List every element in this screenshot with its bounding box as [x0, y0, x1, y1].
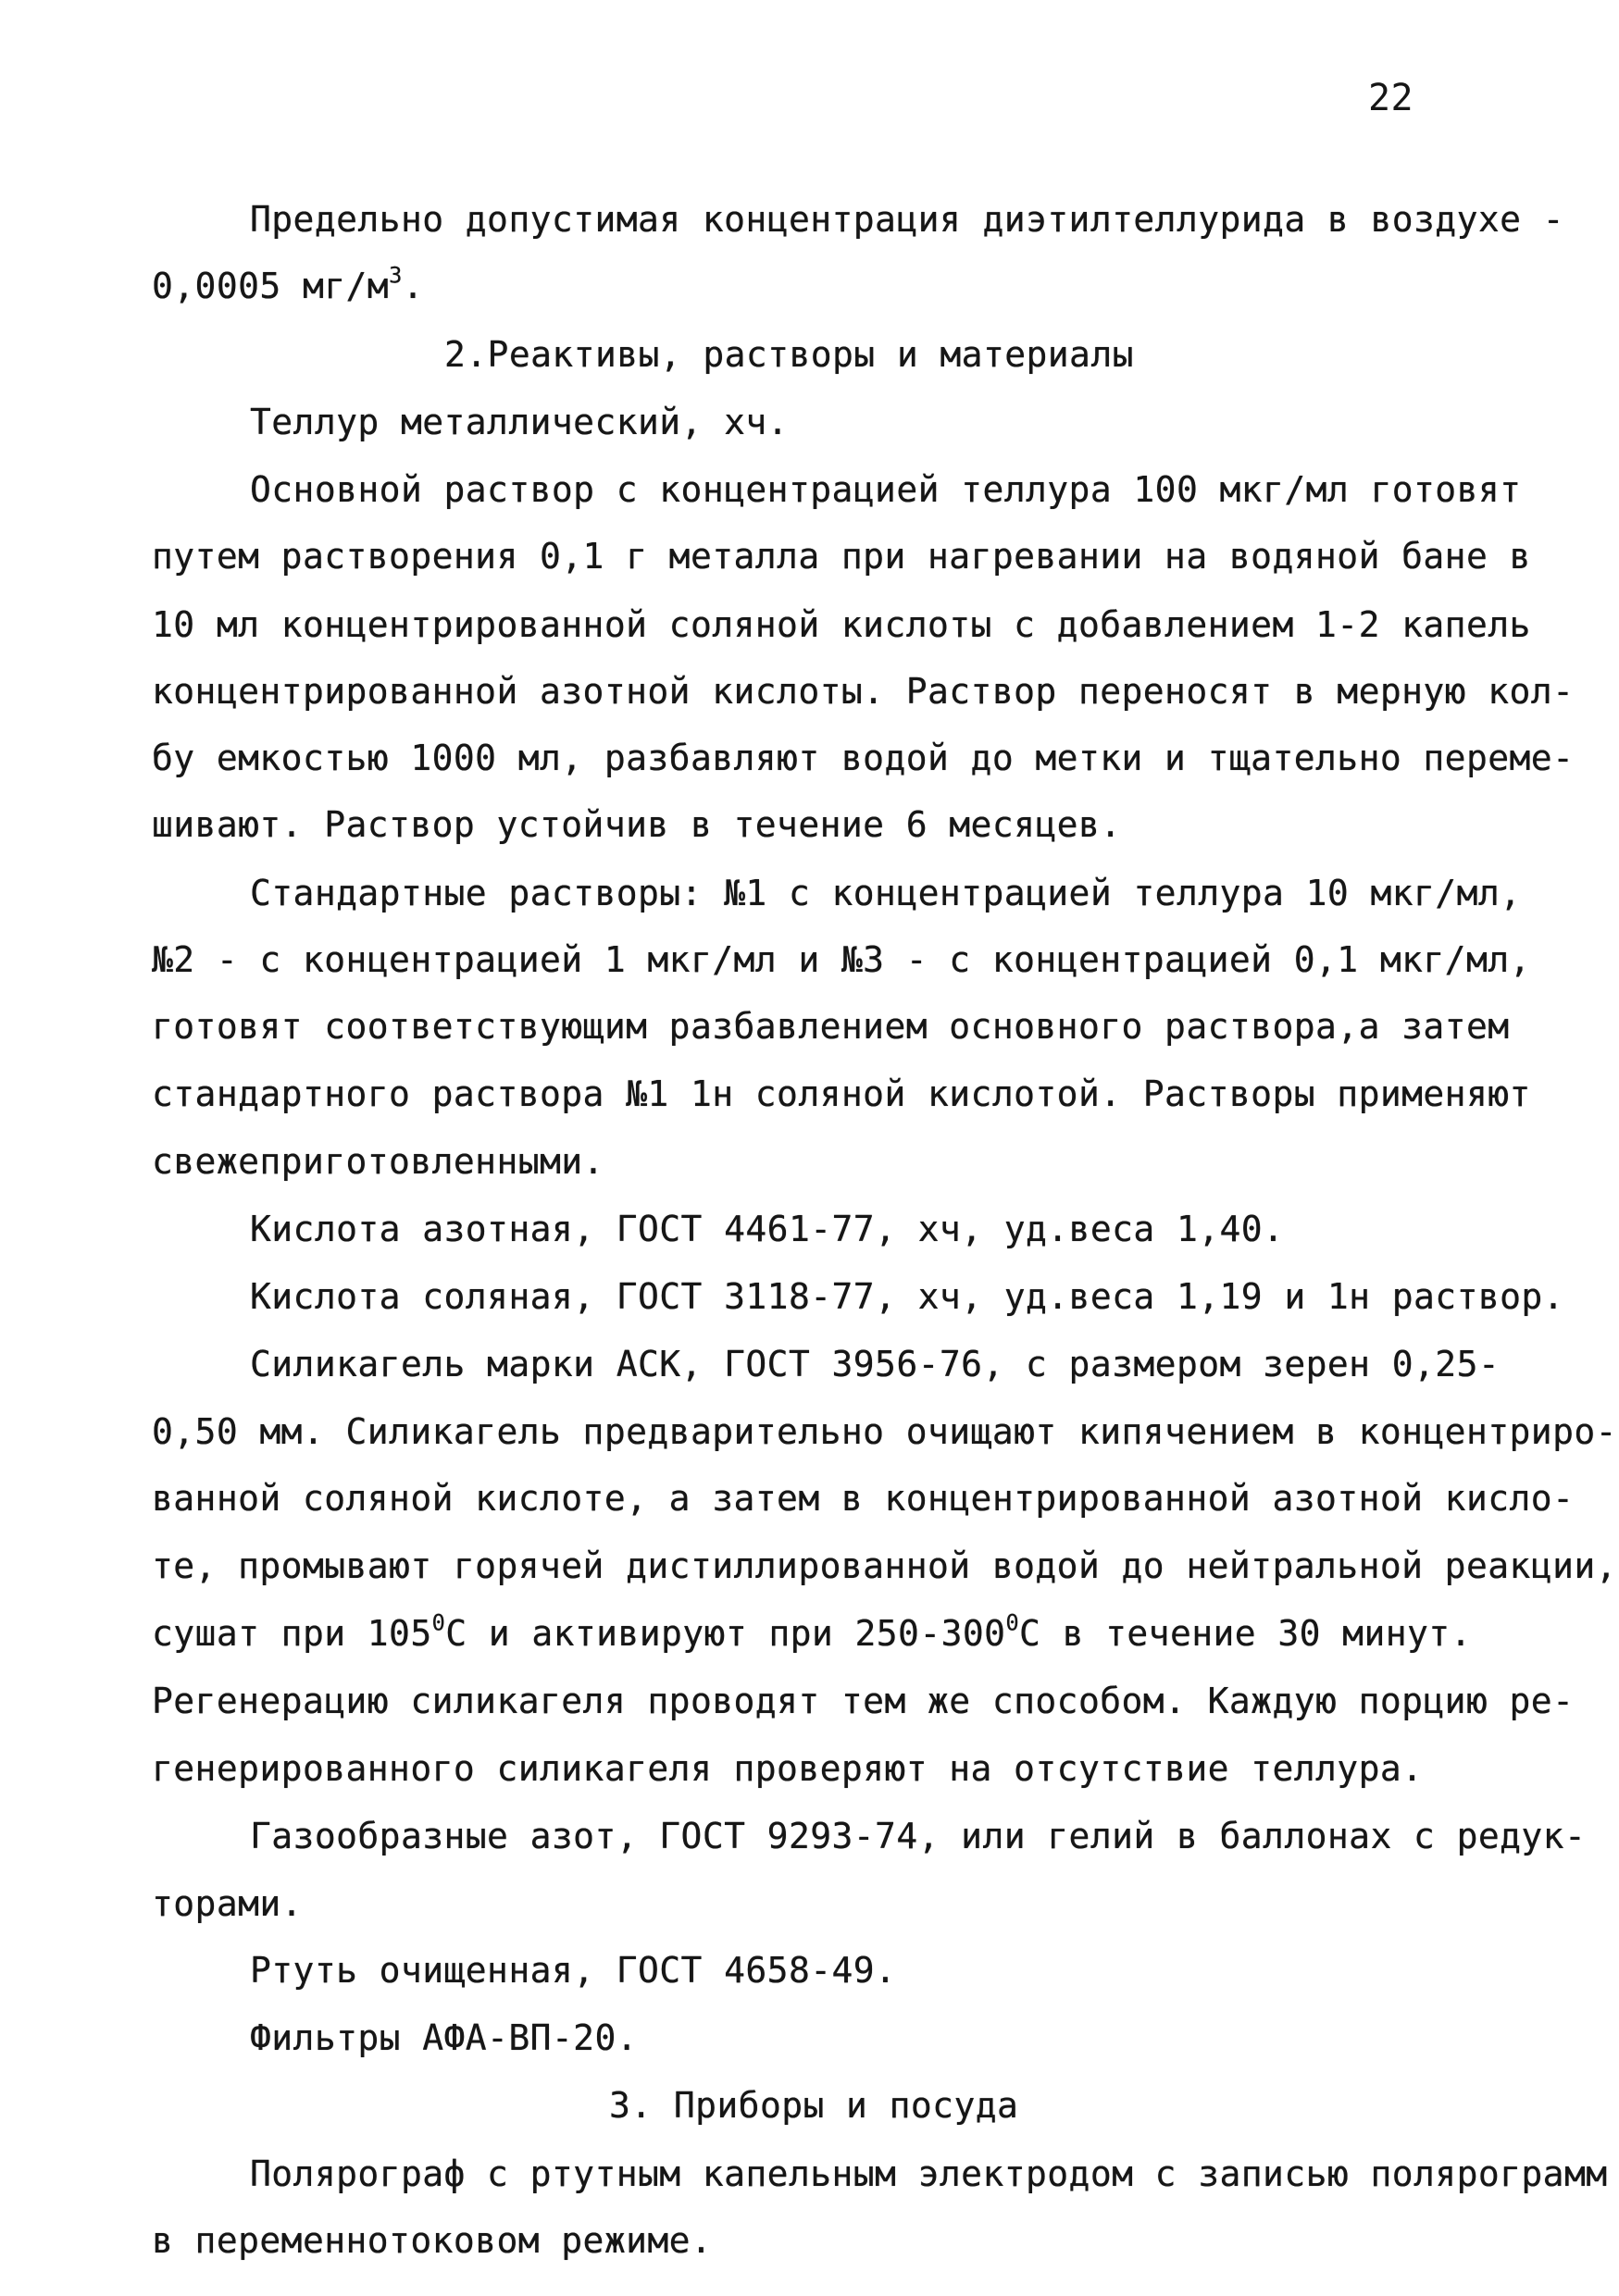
text-line: Газообразные азот, ГОСТ 9293-74, или гелий в баллонах с редук- [250, 1816, 1587, 1856]
text-line: Основной раствор с концентрацией теллура 100 мкг/мл готовят [250, 469, 1522, 510]
text-fragment: сушат при 105 [152, 1613, 432, 1654]
text-line: ванной соляной кислоте, а затем в концентрированной азотной кисло- [152, 1478, 1575, 1519]
text-fragment: 0,0005 мг/м [152, 266, 390, 306]
text-line [152, 262, 424, 306]
text-line: Регенерацию силикагеля проводят тем же способом. Каждую порцию ре- [152, 1681, 1575, 1721]
text-line: 0,50 мм. Силикагель предварительно очищают кипячением в концентриро- [152, 1411, 1617, 1452]
text-line: Силикагель марки АСК, ГОСТ 3956-76, с размером зерен 0,25- [250, 1344, 1501, 1384]
text-line: генерированного силикагеля проверяют на отсутствие теллура. [152, 1748, 1424, 1789]
text-line: Кислота азотная, ГОСТ 4461-77, хч, уд.веса 1,40. [250, 1209, 1285, 1249]
degree-superscript: 0 [1005, 1609, 1020, 1636]
text-line: Фильтры АФА-ВП-20. [250, 2017, 639, 2058]
degree-superscript: 0 [431, 1609, 446, 1636]
section-heading: 3. Приборы и посуда [609, 2085, 1019, 2126]
text-fragment: С в течение 30 минут. [1019, 1613, 1472, 1654]
text-line: Кислота соляная, ГОСТ 3118-77, хч, уд.веса 1,19 и 1н раствор. [250, 1276, 1564, 1317]
page-number: 22 [1368, 77, 1414, 119]
text-line: концентрированной азотной кислоты. Раствор переносят в мерную кол- [152, 671, 1575, 712]
text-line: свежеприготовленными. [152, 1141, 604, 1182]
text-line: Стандартные растворы: №1 с концентрацией теллура 10 мкг/мл, [250, 873, 1522, 913]
text-fragment: . [402, 266, 424, 306]
text-line: в переменнотоковом режиме. [152, 2220, 713, 2261]
text-fragment: С и активируют при 250-300 [445, 1613, 1006, 1654]
section-heading: 2.Реактивы, растворы и материалы [444, 334, 1134, 375]
text-line: готовят соответствующим разбавлением основного раствора,а затем [152, 1006, 1510, 1047]
text-line: №2 - с концентрацией 1 мкг/мл и №3 - с концентрацией 0,1 мкг/мл, [152, 939, 1531, 980]
text-line: 10 мл концентрированной соляной кислоты с добавлением 1-2 капель [152, 604, 1531, 645]
text-line: бу емкостью 1000 мл, разбавляют водой до метки и тщательно переме- [152, 738, 1575, 778]
text-line: стандартного раствора №1 1н соляной кислотой. Растворы применяют [152, 1074, 1531, 1114]
superscript: 3 [389, 262, 403, 289]
text-line: те, промывают горячей дистиллированной водой до нейтральной реакции, [152, 1545, 1617, 1586]
text-line: Ртуть очищенная, ГОСТ 4658-49. [250, 1950, 897, 1991]
text-line: торами. [152, 1883, 303, 1924]
text-line: путем растворения 0,1 г металла при нагревании на водяной бане в [152, 536, 1531, 577]
text-line: Полярограф с ртутным капельным электродом с записью полярограмм [250, 2153, 1608, 2194]
text-line: шивают. Раствор устойчив в течение 6 месяцев. [152, 804, 1122, 845]
text-line: Предельно допустимая концентрация диэтилтеллурида в воздухе - [250, 199, 1564, 240]
text-line: Теллур металлический, хч. [250, 402, 789, 442]
text-line [152, 1609, 1472, 1654]
